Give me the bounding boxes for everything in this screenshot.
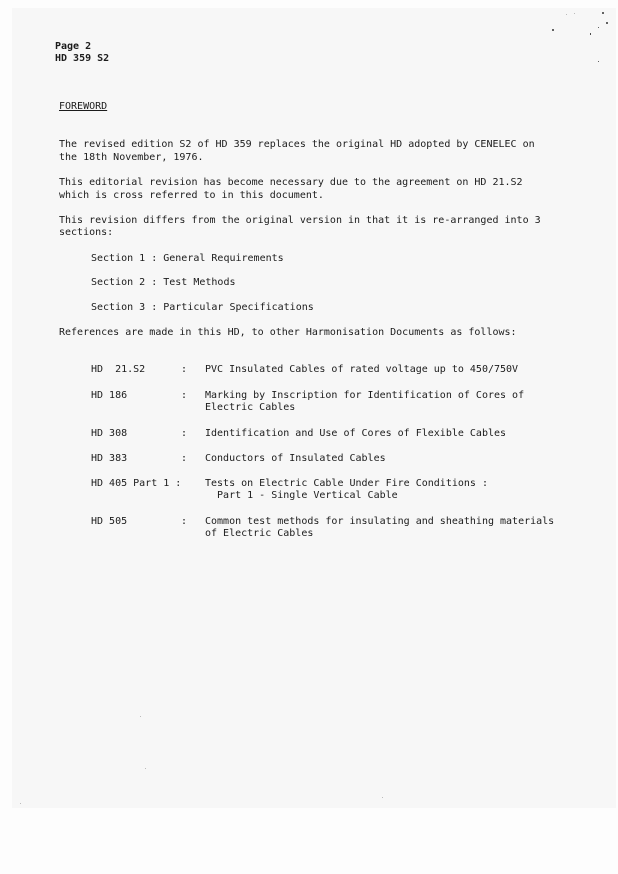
reference-title: Tests on Electric Cable Under Fire Conditions :	[205, 478, 488, 489]
reference-code: HD 308	[91, 428, 128, 439]
reference-title: Electric Cables	[205, 402, 296, 413]
paragraph-line: which is cross referred to in this document.	[59, 190, 324, 201]
reference-separator: :	[181, 516, 188, 527]
section-list-item: Section 1 : General Requirements	[91, 253, 284, 264]
reference-code: HD 186	[91, 390, 128, 401]
reference-title: PVC Insulated Cables of rated voltage up to 450/750V	[205, 364, 519, 375]
reference-title: of Electric Cables	[205, 528, 314, 539]
reference-code: HD 383	[91, 453, 128, 464]
paragraph-line: the 18th November, 1976.	[59, 152, 204, 163]
reference-separator: :	[181, 390, 188, 401]
section-title: FOREWORD	[59, 101, 108, 112]
reference-separator: :	[181, 453, 188, 464]
reference-code: HD 505	[91, 516, 128, 527]
reference-code: HD 21.S2	[91, 364, 146, 375]
reference-separator: :	[181, 364, 188, 375]
reference-title: Common test methods for insulating and sheathing materials	[205, 516, 555, 527]
reference-code: HD 405 Part 1 :	[91, 478, 182, 489]
paragraph-line: sections:	[59, 227, 114, 238]
reference-title: Part 1 - Single Vertical Cable	[205, 490, 398, 501]
paragraph-line: This revision differs from the original version in that it is re-arranged into 3	[59, 215, 541, 226]
reference-title: Identification and Use of Cores of Flexible Cables	[205, 428, 507, 439]
paragraph-line: This editorial revision has become necessary due to the agreement on HD 21.S2	[59, 177, 523, 188]
reference-separator: :	[181, 428, 188, 439]
paragraph-line: The revised edition S2 of HD 359 replaces the original HD adopted by CENELEC on	[59, 139, 535, 150]
references-intro: References are made in this HD, to other Harmonisation Documents as follows:	[59, 327, 517, 338]
reference-title: Conductors of Insulated Cables	[205, 453, 386, 464]
document-id: HD 359 S2	[55, 53, 110, 64]
section-list-item: Section 2 : Test Methods	[91, 277, 236, 288]
page-number: Page 2	[55, 41, 92, 52]
section-list-item: Section 3 : Particular Specifications	[91, 302, 314, 313]
reference-title: Marking by Inscription for Identification of Cores of	[205, 390, 525, 401]
